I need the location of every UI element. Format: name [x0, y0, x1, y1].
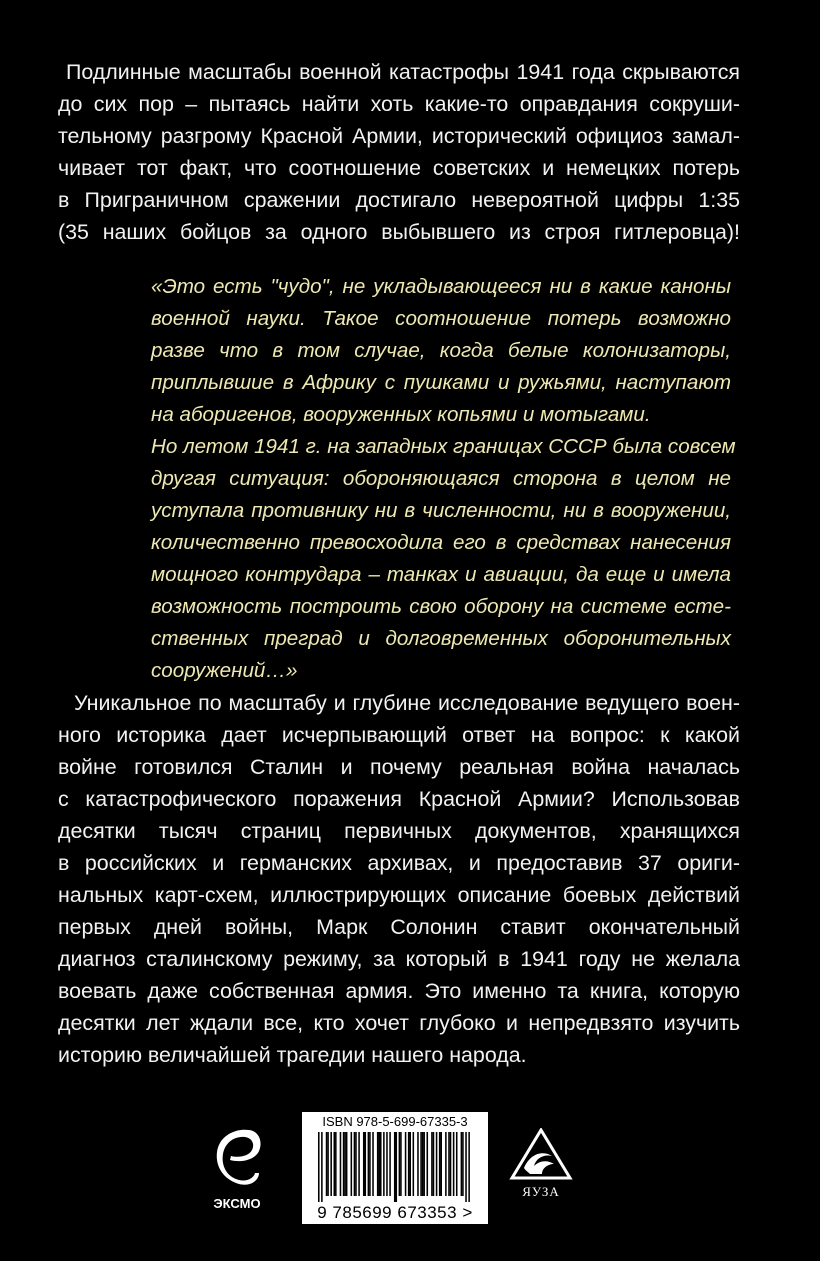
barcode-bar	[318, 1132, 320, 1202]
barcode-bar	[326, 1132, 328, 1196]
barcode-bar	[363, 1132, 365, 1196]
barcode-bar	[400, 1132, 402, 1196]
barcode-bar	[409, 1132, 411, 1196]
quote-line: «Это есть "чудо", не укладывающееся ни в какие каноны	[151, 275, 731, 298]
yauza-label: ЯУЗА	[522, 1184, 560, 1199]
barcode-bar	[450, 1132, 452, 1196]
paragraph3-line: ного историка дает исчерпывающий ответ на вопрос: к какой	[58, 723, 740, 747]
barcode-bar	[396, 1132, 398, 1202]
barcode-bar	[383, 1132, 385, 1196]
barcode-bar	[389, 1132, 391, 1196]
quote-line: возможность построить свою оборону на системе есте-	[151, 595, 731, 618]
barcode-bar	[358, 1132, 360, 1196]
barcode-bar	[369, 1132, 371, 1196]
barcode-bar	[465, 1132, 467, 1202]
paragraph1-line: в Приграничном сражении достигало невероятной цифры 1:35	[58, 188, 740, 212]
barcode-bar	[408, 1132, 410, 1196]
eksmo-label: ЭКСМО	[213, 1196, 261, 1211]
barcode-bar	[420, 1132, 422, 1196]
barcode-bar	[378, 1132, 380, 1196]
barcode-bar	[380, 1132, 382, 1196]
barcode-bar	[431, 1132, 433, 1196]
paragraph3-line: с катастрофического поражения Красной Армии? Использовав	[58, 787, 740, 811]
quote-line: ственных преград и долговременных оборонительных	[151, 627, 731, 650]
barcode-bar	[321, 1132, 323, 1202]
barcode-bars	[318, 1132, 472, 1202]
barcode-bar	[368, 1132, 370, 1196]
paragraph3-line: первых дней войны, Марк Солонин ставит окончательный	[58, 915, 740, 939]
barcode-bar	[346, 1132, 348, 1196]
quote-line: другая ситуация: обороняющаяся сторона в целом не	[151, 467, 731, 490]
paragraph3-line: десятки лет ждали все, кто хочет глубоко и непредвзято изучить	[58, 1011, 740, 1035]
paragraph3-line: войне готовился Сталин и почему реальная война началась	[58, 755, 740, 779]
paragraph1-line: тельному разгрому Красной Армии, исторический официоз замал-	[58, 124, 740, 148]
quote-line: разве что в том случае, когда белые колонизаторы,	[151, 339, 731, 362]
barcode-bar	[433, 1132, 435, 1196]
barcode-bar	[422, 1132, 424, 1196]
barcode-bar	[423, 1132, 425, 1196]
barcode-bar	[399, 1132, 401, 1196]
barcode-bar	[456, 1132, 458, 1196]
paragraph3-line: диагноз сталинскому режиму, за который в 1941 году не желала	[58, 947, 740, 971]
quote-line: уступала противнику ни в численности, ни в вооружении,	[151, 499, 731, 522]
quote-line: на аборигенов, вооруженных копьями и мотыгами.	[151, 403, 651, 426]
barcode-bar	[468, 1132, 470, 1202]
barcode-bar	[327, 1132, 329, 1196]
barcode-bar	[330, 1132, 332, 1196]
barcode-bar	[405, 1132, 407, 1196]
barcode-bar	[344, 1132, 346, 1196]
barcode-bar	[355, 1132, 357, 1196]
quote-line: военной науки. Такое соотношение потерь возможно	[151, 307, 731, 330]
barcode-bar	[439, 1132, 441, 1196]
paragraph3-line: нальных карт-схем, иллюстрирующих описание боевых действий	[58, 883, 740, 907]
barcode-bar	[448, 1132, 450, 1196]
barcode-bar	[351, 1132, 353, 1196]
paragraph3-line: десятки тысяч страниц первичных документов, хранящихся	[58, 819, 740, 843]
barcode	[302, 1112, 488, 1224]
quote-line: сооружений…»	[151, 659, 298, 682]
barcode-bar	[335, 1132, 337, 1196]
barcode-bar	[417, 1132, 419, 1196]
isbn-text: ISBN 978-5-699-67335-3	[322, 1114, 468, 1129]
paragraph1-line: Подлинные масштабы военной катастрофы 1941 года скрываются	[66, 60, 740, 84]
barcode-bar	[386, 1132, 388, 1196]
barcode-bar	[413, 1132, 415, 1196]
quote-line: мощного контрудара – танках и авиации, да еще и имела	[151, 563, 731, 586]
paragraph3-line: историю величайшей трагедии нашего народа.	[58, 1043, 527, 1067]
barcode-bar	[427, 1132, 429, 1196]
quote-line: количественно превосходила его в средствах нанесения	[151, 531, 731, 554]
barcode-bar	[343, 1132, 345, 1196]
paragraph3-line: в российских и германских архивах, и предоставив 37 ориги-	[58, 851, 740, 875]
paragraph3-line: воевать даже собственная армия. Это именно та книга, которую	[58, 979, 740, 1003]
barcode-bar	[365, 1132, 367, 1196]
paragraph1-line: до сих пор – пытаясь найти хоть какие-то оправдания сокруши-	[58, 92, 740, 116]
paragraph1-line: (35 наших бойцов за одного выбывшего из строя гитлеровца)!	[58, 220, 740, 244]
barcode-bar	[372, 1132, 374, 1196]
barcode-bar	[354, 1132, 356, 1196]
barcode-bar	[394, 1132, 396, 1202]
barcode-bar	[340, 1132, 342, 1196]
paragraph3-line: Уникальное по масштабу и глубине исследование ведущего воен-	[74, 691, 740, 715]
barcode-bar	[377, 1132, 379, 1196]
quote-line: приплывшие в Африку с пушками и ружьями, наступают	[151, 371, 731, 394]
barcode-bar	[445, 1132, 447, 1196]
barcode-bar	[453, 1132, 455, 1196]
paragraph1-line: чивает тот факт, что соотношение советских и немецких потерь	[58, 156, 740, 180]
barcode-bar	[462, 1132, 464, 1196]
barcode-bar	[440, 1132, 442, 1196]
barcode-number: 9 785699 673353 >	[317, 1203, 473, 1222]
quote-line: Но летом 1941 г. на западных границах СССР была совсем	[151, 435, 736, 458]
barcode-bar	[334, 1132, 336, 1196]
barcode-bar	[436, 1132, 438, 1196]
barcode-bar	[461, 1132, 463, 1196]
